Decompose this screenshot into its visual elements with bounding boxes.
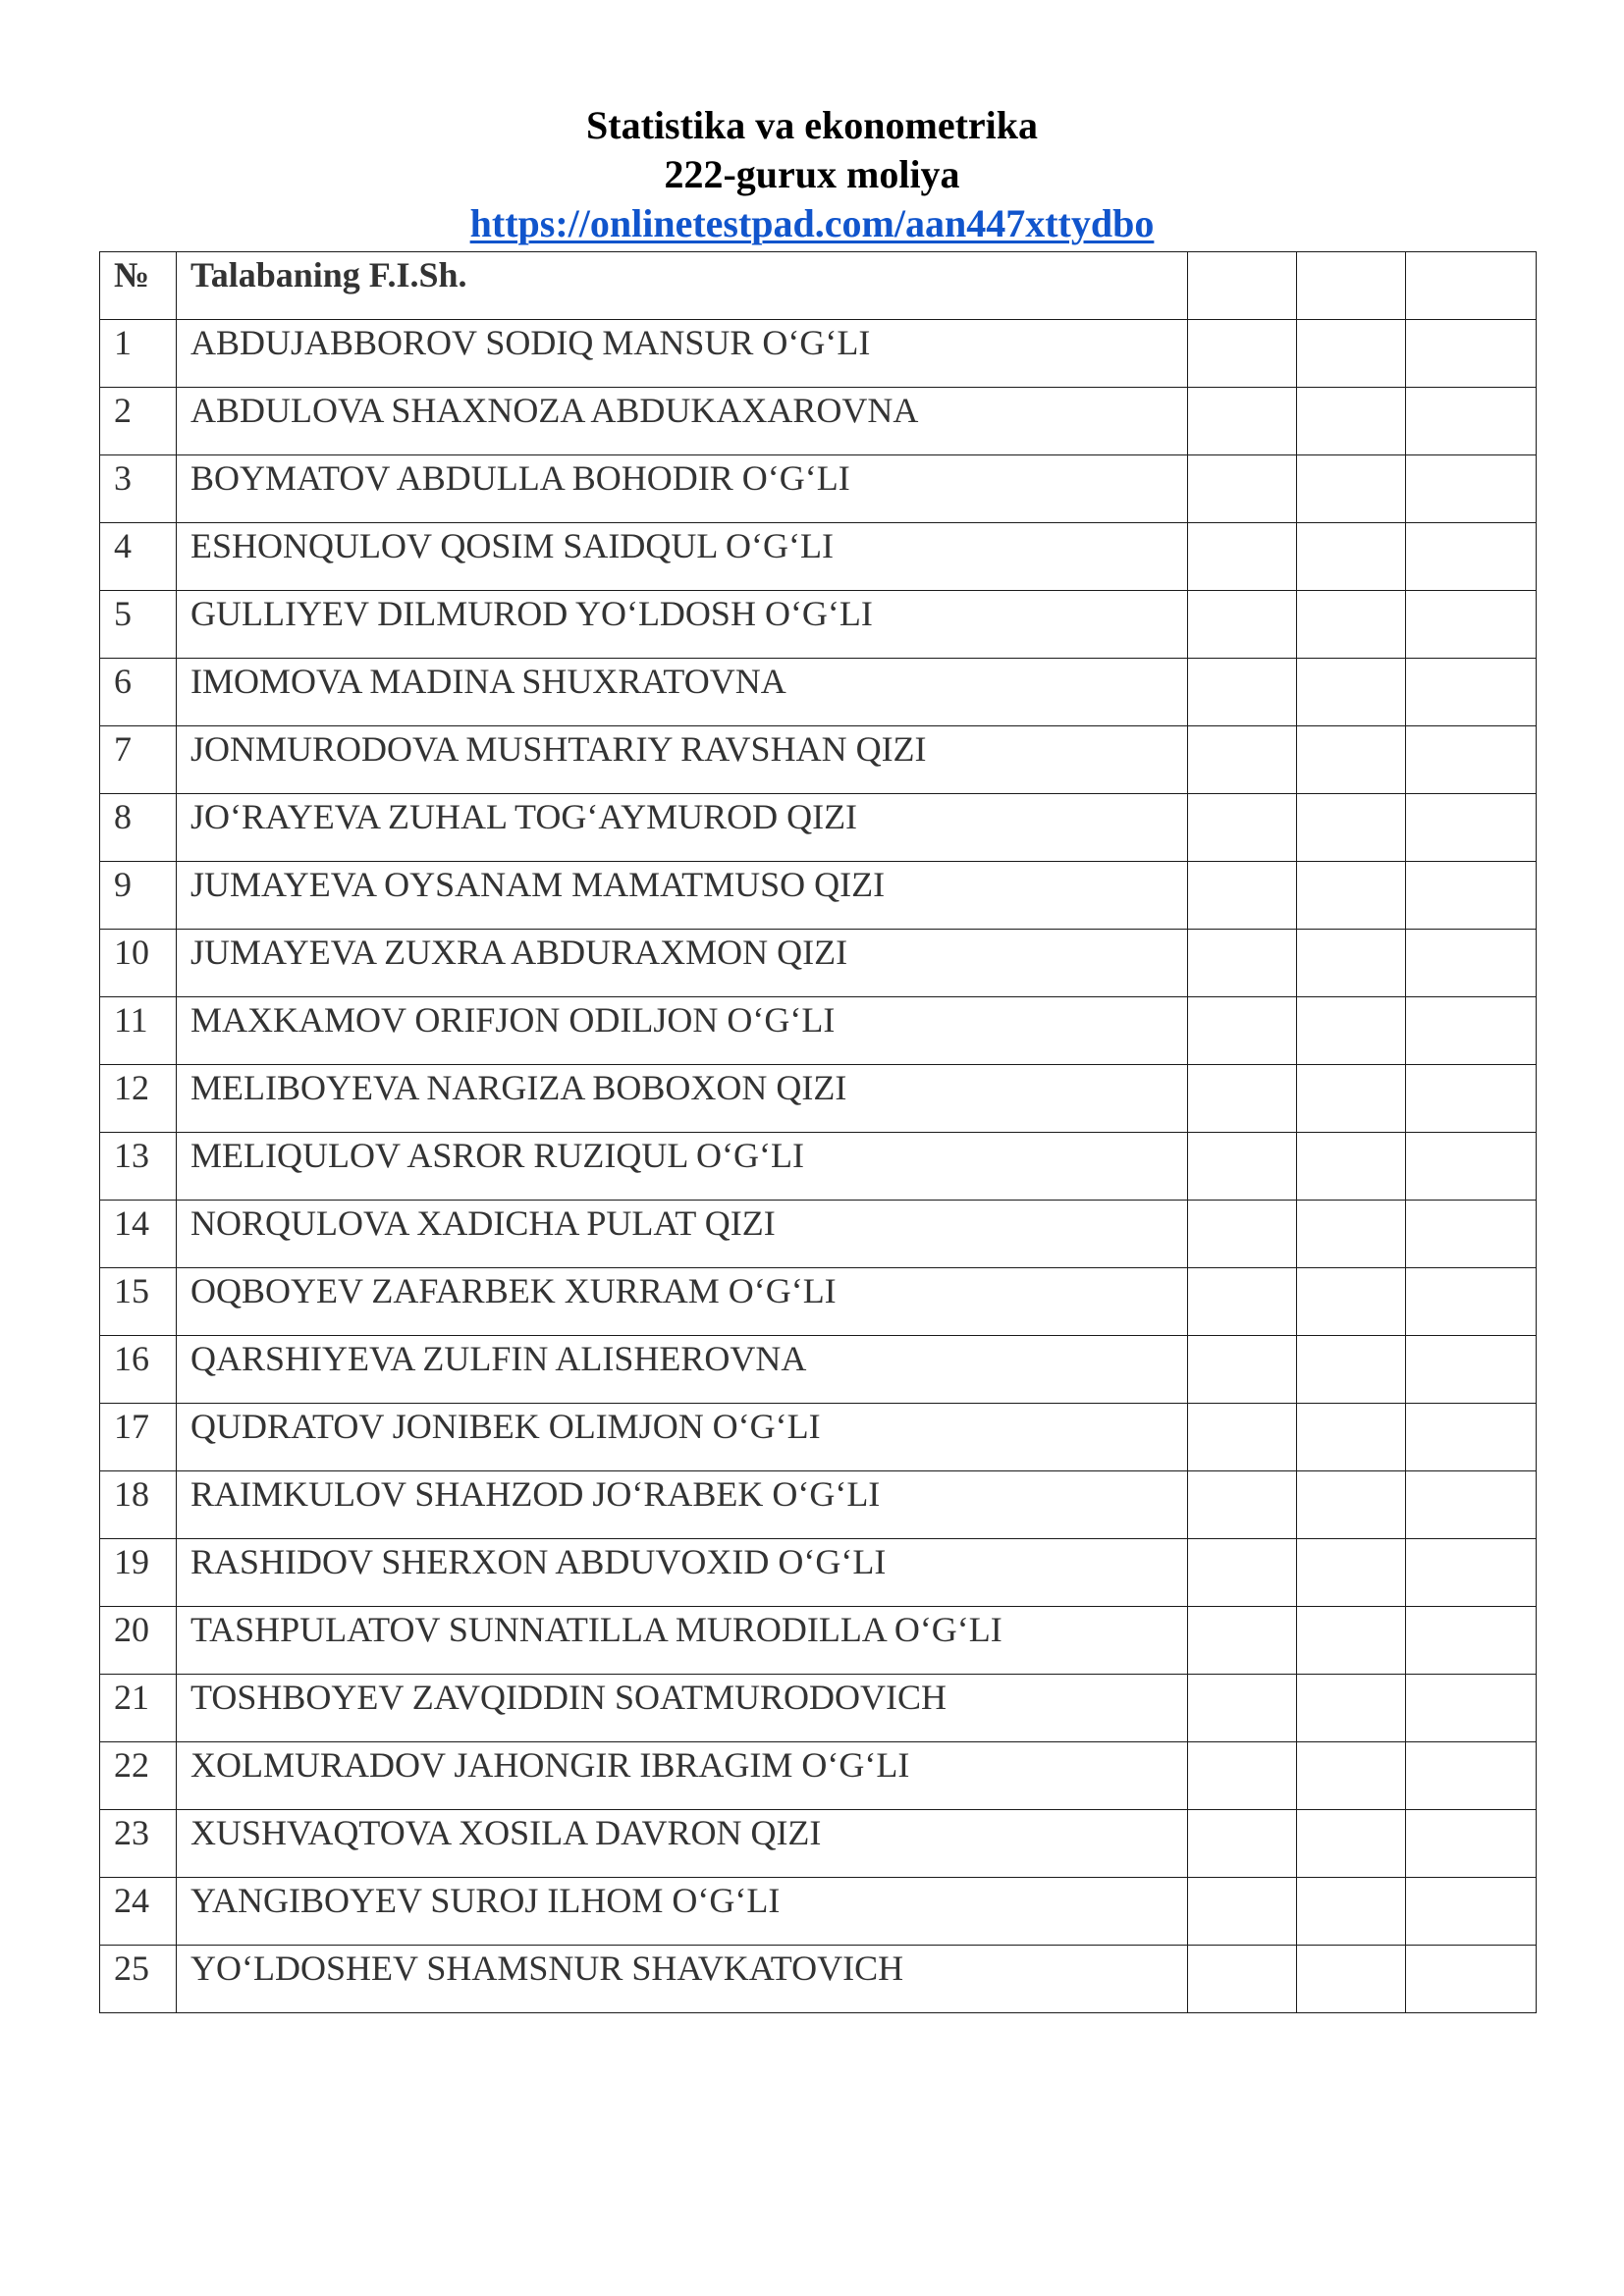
table-row (100, 997, 1537, 1065)
empty-grade-cell (1297, 726, 1406, 794)
empty-grade-cell (1188, 523, 1297, 591)
student-roster-table (99, 251, 1537, 2013)
row-number: 3 (100, 455, 177, 523)
empty-grade-cell (1297, 523, 1406, 591)
empty-grade-cell (1188, 794, 1297, 862)
table-row (100, 1336, 1537, 1404)
student-name: YO‘LDOSHEV SHAMSNUR SHAVKATOVICH (177, 1946, 1188, 2013)
empty-grade-cell (1188, 1133, 1297, 1201)
row-number: 23 (100, 1810, 177, 1878)
empty-grade-cell (1188, 455, 1297, 523)
empty-grade-cell (1297, 1607, 1406, 1675)
empty-grade-cell (1297, 1810, 1406, 1878)
table-row (100, 1878, 1537, 1946)
student-name: QARSHIYEVA ZULFIN ALISHEROVNA (177, 1336, 1188, 1404)
table-row (100, 1133, 1537, 1201)
table-row (100, 1810, 1537, 1878)
empty-grade-cell (1406, 591, 1537, 659)
row-number: 16 (100, 1336, 177, 1404)
student-name: YANGIBOYEV SUROJ ILHOM O‘G‘LI (177, 1878, 1188, 1946)
empty-grade-cell (1297, 862, 1406, 930)
empty-grade-cell (1188, 1878, 1297, 1946)
table-row (100, 862, 1537, 930)
empty-grade-cell (1297, 1065, 1406, 1133)
row-number: 2 (100, 388, 177, 455)
table-row (100, 1539, 1537, 1607)
empty-grade-cell (1297, 1539, 1406, 1607)
row-number: 21 (100, 1675, 177, 1742)
student-name: RAIMKULOV SHAHZOD JO‘RABEK O‘G‘LI (177, 1471, 1188, 1539)
row-number: 1 (100, 320, 177, 388)
table-row (100, 1946, 1537, 2013)
empty-grade-cell (1297, 320, 1406, 388)
empty-grade-cell (1188, 1810, 1297, 1878)
empty-grade-cell (1406, 1878, 1537, 1946)
empty-grade-cell (1406, 455, 1537, 523)
empty-grade-cell (1188, 1946, 1297, 2013)
empty-header-cell (1297, 252, 1406, 320)
empty-grade-cell (1297, 388, 1406, 455)
student-name: TOSHBOYEV ZAVQIDDIN SOATMURODOVICH (177, 1675, 1188, 1742)
student-name: OQBOYEV ZAFARBEK XURRAM O‘G‘LI (177, 1268, 1188, 1336)
column-header-name: Talabaning F.I.Sh. (177, 252, 1188, 320)
empty-grade-cell (1297, 1675, 1406, 1742)
empty-grade-cell (1406, 1336, 1537, 1404)
empty-grade-cell (1188, 862, 1297, 930)
empty-grade-cell (1406, 794, 1537, 862)
row-number: 17 (100, 1404, 177, 1471)
row-number: 19 (100, 1539, 177, 1607)
table-row (100, 1268, 1537, 1336)
empty-grade-cell (1188, 320, 1297, 388)
empty-grade-cell (1297, 659, 1406, 726)
row-number: 14 (100, 1201, 177, 1268)
empty-grade-cell (1406, 1065, 1537, 1133)
column-header-number: № (100, 252, 177, 320)
document-title: Statistika va ekonometrika (586, 103, 1038, 147)
empty-grade-cell (1297, 1946, 1406, 2013)
table-row (100, 455, 1537, 523)
row-number: 8 (100, 794, 177, 862)
empty-grade-cell (1297, 455, 1406, 523)
empty-grade-cell (1406, 1133, 1537, 1201)
table-row (100, 659, 1537, 726)
student-name: XOLMURADOV JAHONGIR IBRAGIM O‘G‘LI (177, 1742, 1188, 1810)
empty-grade-cell (1297, 591, 1406, 659)
empty-grade-cell (1188, 930, 1297, 997)
student-name: MAXKAMOV ORIFJON ODILJON O‘G‘LI (177, 997, 1188, 1065)
empty-grade-cell (1297, 1742, 1406, 1810)
empty-grade-cell (1406, 997, 1537, 1065)
empty-grade-cell (1188, 1607, 1297, 1675)
empty-grade-cell (1297, 1201, 1406, 1268)
table-row (100, 1675, 1537, 1742)
table-body (100, 320, 1537, 2013)
empty-grade-cell (1188, 1201, 1297, 1268)
table-row (100, 523, 1537, 591)
student-name: QUDRATOV JONIBEK OLIMJON O‘G‘LI (177, 1404, 1188, 1471)
empty-grade-cell (1297, 1404, 1406, 1471)
student-name: JUMAYEVA ZUXRA ABDURAXMON QIZI (177, 930, 1188, 997)
table-row (100, 794, 1537, 862)
row-number: 18 (100, 1471, 177, 1539)
student-name: ABDUJABBOROV SODIQ MANSUR O‘G‘LI (177, 320, 1188, 388)
empty-grade-cell (1188, 1404, 1297, 1471)
table-row (100, 726, 1537, 794)
row-number: 20 (100, 1607, 177, 1675)
student-name: BOYMATOV ABDULLA BOHODIR O‘G‘LI (177, 455, 1188, 523)
table-row (100, 1742, 1537, 1810)
empty-grade-cell (1406, 1946, 1537, 2013)
student-name: NORQULOVA XADICHA PULAT QIZI (177, 1201, 1188, 1268)
student-name: TASHPULATOV SUNNATILLA MURODILLA O‘G‘LI (177, 1607, 1188, 1675)
empty-grade-cell (1297, 1133, 1406, 1201)
student-name: ABDULOVA SHAXNOZA ABDUKAXAROVNA (177, 388, 1188, 455)
empty-grade-cell (1406, 1201, 1537, 1268)
row-number: 6 (100, 659, 177, 726)
student-name: MELIQULOV ASROR RUZIQUL O‘G‘LI (177, 1133, 1188, 1201)
empty-grade-cell (1188, 997, 1297, 1065)
student-name: IMOMOVA MADINA SHUXRATOVNA (177, 659, 1188, 726)
student-name: JONMURODOVA MUSHTARIY RAVSHAN QIZI (177, 726, 1188, 794)
row-number: 25 (100, 1946, 177, 2013)
empty-grade-cell (1297, 1471, 1406, 1539)
table-row (100, 1201, 1537, 1268)
empty-grade-cell (1406, 1471, 1537, 1539)
row-number: 5 (100, 591, 177, 659)
empty-grade-cell (1406, 726, 1537, 794)
test-link[interactable]: https://onlinetestpad.com/aan447xttydbo (469, 201, 1155, 245)
empty-grade-cell (1188, 1336, 1297, 1404)
table-row (100, 388, 1537, 455)
table-row (100, 1404, 1537, 1471)
empty-grade-cell (1406, 320, 1537, 388)
empty-header-cell (1406, 252, 1537, 320)
empty-grade-cell (1406, 388, 1537, 455)
table-row (100, 1607, 1537, 1675)
table-header-row (100, 252, 1537, 320)
student-name: JUMAYEVA OYSANAM MAMATMUSO QIZI (177, 862, 1188, 930)
empty-grade-cell (1297, 997, 1406, 1065)
empty-grade-cell (1406, 1268, 1537, 1336)
student-name: GULLIYEV DILMUROD YO‘LDOSH O‘G‘LI (177, 591, 1188, 659)
document-subtitle: 222-gurux moliya (664, 152, 960, 196)
student-name: RASHIDOV SHERXON ABDUVOXID O‘G‘LI (177, 1539, 1188, 1607)
row-number: 13 (100, 1133, 177, 1201)
empty-grade-cell (1406, 1810, 1537, 1878)
student-name: XUSHVAQTOVA XOSILA DAVRON QIZI (177, 1810, 1188, 1878)
empty-grade-cell (1406, 1675, 1537, 1742)
empty-grade-cell (1188, 726, 1297, 794)
row-number: 7 (100, 726, 177, 794)
empty-grade-cell (1297, 1268, 1406, 1336)
row-number: 9 (100, 862, 177, 930)
empty-grade-cell (1188, 1539, 1297, 1607)
empty-grade-cell (1297, 1878, 1406, 1946)
empty-grade-cell (1297, 1336, 1406, 1404)
empty-grade-cell (1406, 1742, 1537, 1810)
table-row (100, 930, 1537, 997)
row-number: 10 (100, 930, 177, 997)
empty-header-cell (1188, 252, 1297, 320)
student-name: MELIBOYEVA NARGIZA BOBOXON QIZI (177, 1065, 1188, 1133)
empty-grade-cell (1406, 659, 1537, 726)
empty-grade-cell (1188, 591, 1297, 659)
table-row (100, 320, 1537, 388)
row-number: 15 (100, 1268, 177, 1336)
empty-grade-cell (1188, 1268, 1297, 1336)
table-row (100, 1471, 1537, 1539)
empty-grade-cell (1406, 523, 1537, 591)
row-number: 24 (100, 1878, 177, 1946)
empty-grade-cell (1406, 930, 1537, 997)
table-row (100, 591, 1537, 659)
empty-grade-cell (1188, 1675, 1297, 1742)
empty-grade-cell (1297, 794, 1406, 862)
row-number: 22 (100, 1742, 177, 1810)
empty-grade-cell (1188, 1471, 1297, 1539)
empty-grade-cell (1188, 1742, 1297, 1810)
table-row (100, 1065, 1537, 1133)
empty-grade-cell (1406, 862, 1537, 930)
empty-grade-cell (1297, 930, 1406, 997)
row-number: 11 (100, 997, 177, 1065)
empty-grade-cell (1188, 1065, 1297, 1133)
empty-grade-cell (1406, 1607, 1537, 1675)
empty-grade-cell (1406, 1539, 1537, 1607)
row-number: 12 (100, 1065, 177, 1133)
student-name: ESHONQULOV QOSIM SAIDQUL O‘G‘LI (177, 523, 1188, 591)
row-number: 4 (100, 523, 177, 591)
empty-grade-cell (1188, 659, 1297, 726)
student-name: JO‘RAYEVA ZUHAL TOG‘AYMUROD QIZI (177, 794, 1188, 862)
empty-grade-cell (1406, 1404, 1537, 1471)
empty-grade-cell (1188, 388, 1297, 455)
